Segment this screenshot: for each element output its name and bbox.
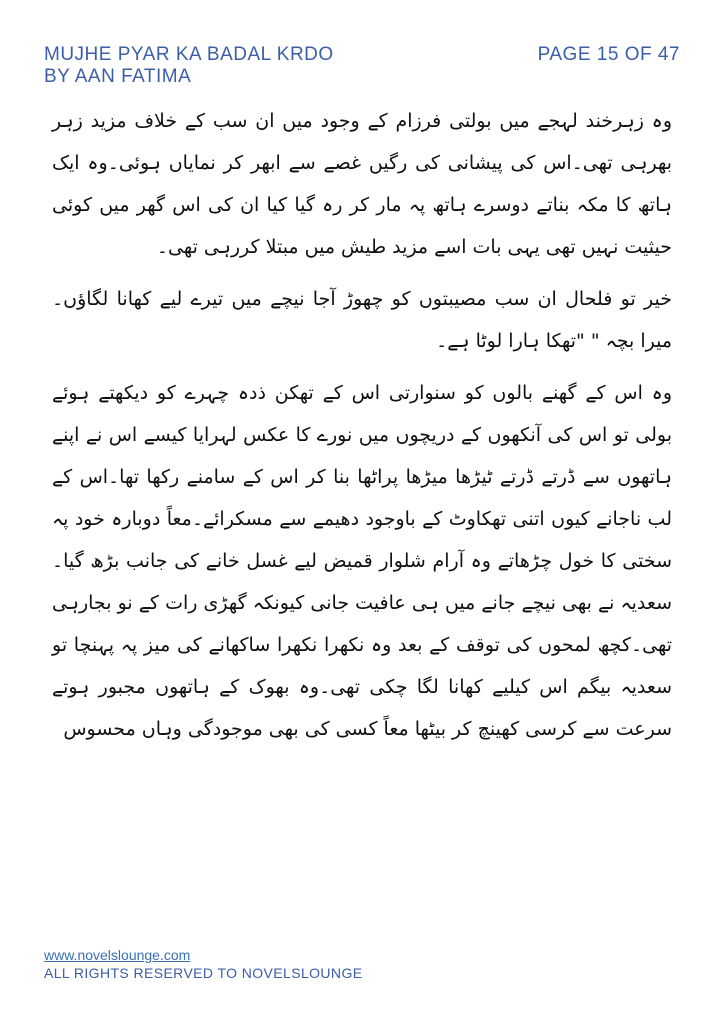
rights-notice: ALL RIGHTS RESERVED TO NOVELSLOUNGE [44, 965, 363, 981]
page-footer [44, 946, 684, 982]
page-number: PAGE 15 OF 47 [537, 44, 680, 65]
page-header [44, 44, 684, 94]
story-text [52, 100, 672, 750]
paragraph-1: وہ زہرخند لہجے میں بولتی فرزام کے وجود میں ان سب کے خلاف مزید زہر بھرہی تھی۔اس کی پیشانی کی رگیں غصے سے ابھر کر نمایاں ہوئی۔وہ ایک ہاتھ کا مکہ بناتے دوسرے ہاتھ پہ مار کر رہ گیا کیا ان کی اس گھر میں کوئی حیثیت نہیں تھی یہی بات اسے مزید طیش میں مبتلا کررہی تھی۔ [52, 110, 672, 258]
novel-title: MUJHE PYAR KA BADAL KRDO [44, 44, 334, 65]
paragraph-gap [52, 268, 672, 278]
paragraph-gap [52, 362, 672, 372]
author-line: BY AAN FATIMA [44, 66, 192, 87]
paragraph-3: وہ اس کے گھنے بالوں کو سنوارتی اس کے تھکن ذدہ چہرے کو دیکھتے ہوئے بولی تو اس کی آنکھوں کے دریچوں میں نورے کا عکس لہرایا کیسے اس نے اپنے ہاتھوں سے ڈرتے ڈرتے ٹیڑھا میڑھا پراٹھا بنا کر اس کے سامنے رکھا تھا۔اس کے لب ناجانے کیوں اتنی تھکاوٹ کے باوجود دھیمے سے مسکرائے۔معاً دوبارہ خود پہ سختی کا خول چڑھاتے وہ آرام شلوار قمیض لیے غسل خانے کی جانب بڑھ گیا۔سعدیہ نے بھی نیچے جانے میں ہی عافیت جانی کیونکہ گھڑی رات کے نو بجارہی تھی۔کچھ لمحوں کی توقف کے بعد وہ نکھرا نکھرا ساکھانے کی میز پہ پہنچا تو سعدیہ بیگم اس کیلیے کھانا لگا چکی تھی۔وہ بھوک کے ہاتھوں مجبور ہوتے سرعت سے کرسی کھینچ کر بیٹھا معاً کسی کی بھی موجودگی وہاں محسوس [52, 382, 672, 740]
website-link[interactable]: www.novelslounge.com [44, 947, 191, 963]
paragraph-2: خیر تو فلحال ان سب مصیبتوں کو چھوڑ آجا نیچے میں تیرے لیے کھانا لگاؤں۔میرا بچہ " "تھکا ہارا لوٹا ہے۔ [52, 288, 672, 352]
